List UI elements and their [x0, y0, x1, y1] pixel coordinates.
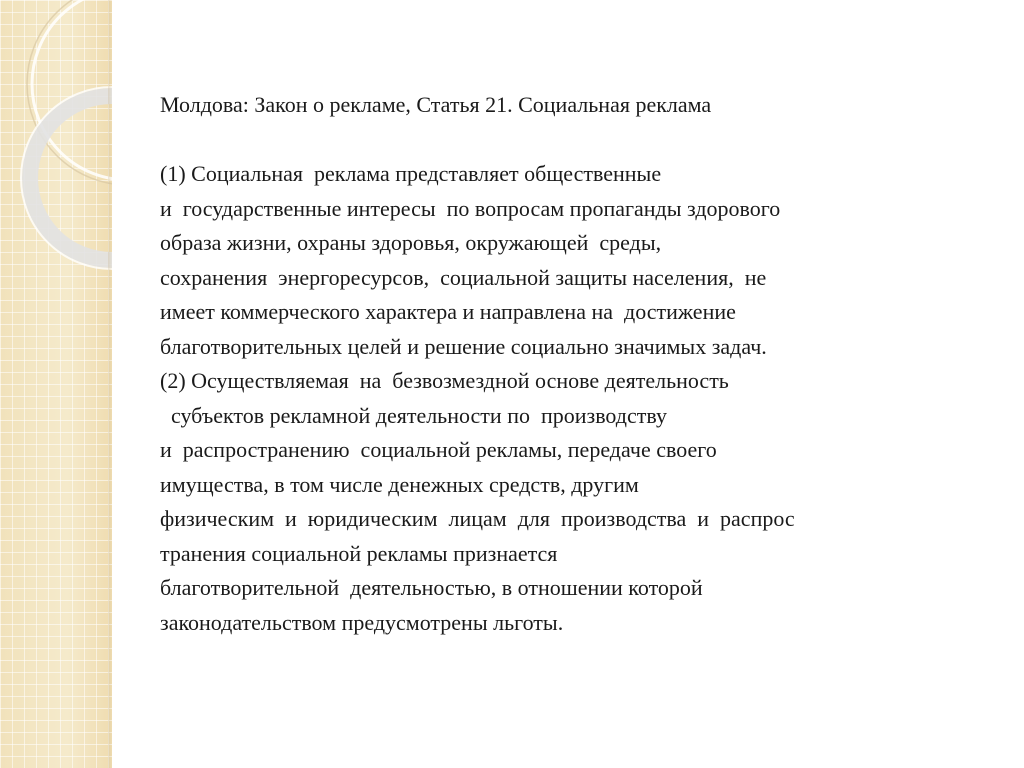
- slide-text: [160, 88, 990, 640]
- text-line: сохранения энергоресурсов, социальной защиты населения, не: [160, 264, 767, 290]
- text-line: имущества, в том числе денежных средств, другим: [160, 471, 639, 497]
- text-line: образа жизни, охраны здоровья, окружающей среды,: [160, 230, 662, 255]
- decorative-side-panel: [0, 0, 112, 768]
- text-line: и распространению социальной рекламы, передаче своего: [160, 437, 717, 462]
- text-line: (1) Социальная реклама представляет общественные: [160, 161, 662, 186]
- text-line: имеет коммерческого характера и направлена на достижение: [160, 299, 736, 324]
- decorative-rings-icon: [0, 0, 112, 768]
- text-line: субъектов рекламной деятельности по производству: [160, 402, 668, 428]
- blank-line: [160, 123, 990, 158]
- text-line: транения социальной рекламы признается: [160, 540, 558, 566]
- text-line: и государственные интересы по вопросам пропаганды здорового: [160, 195, 781, 221]
- text-line: законодательством предусмотрены льготы.: [160, 609, 564, 635]
- slide-title: Молдова: Закон о рекламе, Статья 21. Социальная реклама: [160, 92, 712, 117]
- text-line: благотворительных целей и решение социально значимых задач.: [160, 333, 767, 359]
- panel-edge-shadow: [108, 0, 112, 768]
- text-line: (2) Осуществляемая на безвозмездной основе деятельность: [160, 368, 729, 393]
- text-line: благотворительной деятельностью, в отношении которой: [160, 575, 703, 600]
- text-line: физическим и юридическим лицам для производства и распрос: [160, 506, 795, 531]
